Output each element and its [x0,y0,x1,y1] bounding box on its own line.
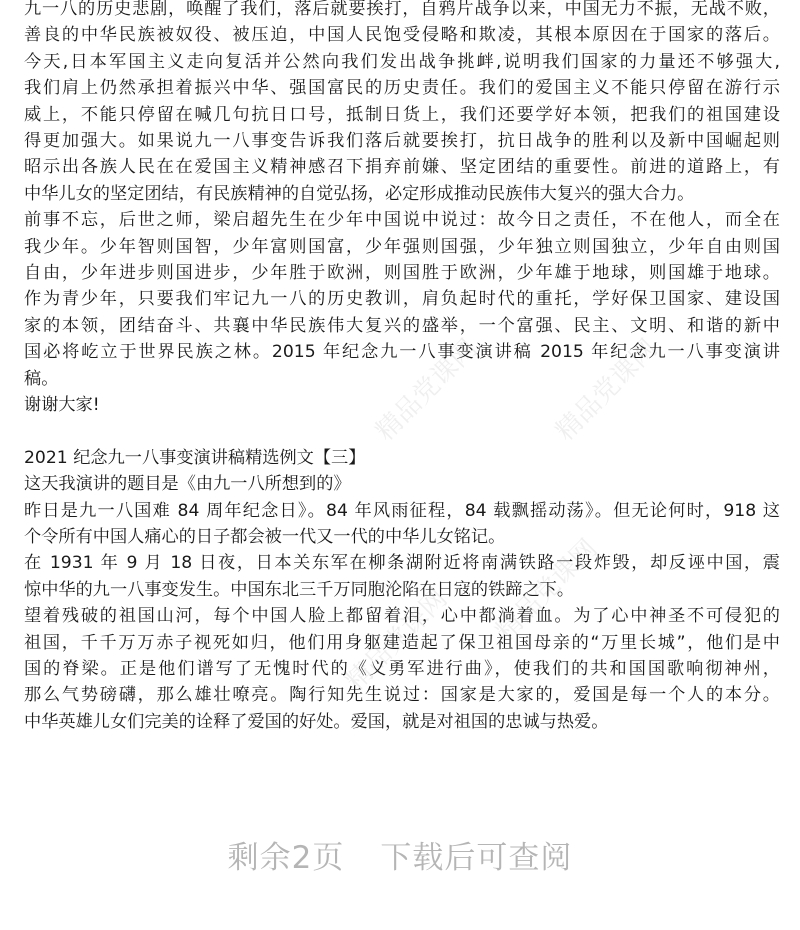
text-line: 这天我演讲的题目是《由九一八所想到的》 [24,474,351,495]
text-line: 中华儿女的坚定团结，有民族精神的自觉弘扬，必定形成推动民族伟大复兴的强大合力。 [24,183,695,204]
text-line: 望着残破的祖国山河，每个中国人脸上都留着泪，心中都淌着血。为了心中神圣不可侵犯的 [24,606,780,627]
remaining-pages-label: 剩余2页 [227,840,345,876]
text-line: 昨日是九一八国难 84 周年纪念日》。84 年风雨征程，84 载飘摇动荡》。但无论何时，918 这 [24,500,780,521]
watermark: 精品党课网 [340,583,454,697]
text-line: 家的本领，团结奋斗、共襄中华民族伟大复兴的盛举，一个富强、民主、文明、和谐的新中 [24,315,780,336]
download-hint[interactable] [0,832,800,877]
text-line: 善良的中华民族被奴役、被压迫，中国人民饱受侵略和欺凌，其根本原因在于国家的落后。 [24,25,780,46]
text-line: 得更加强大。如果说九一八事变告诉我们落后就要挨打，抗日战争的胜利以及新中国崛起则 [24,131,780,151]
text-line: 2021 纪念九一八事变演讲稿精选例文【三】 [24,447,366,468]
text-line: 在 1931 年 9 月 18 日夜，日本关东军在柳条湖附近将南满铁路一段炸毁，却反诬中国，震 [24,553,780,574]
text-line [24,418,780,444]
text-line: 我们肩上仍然承担着振兴中华、强国富民的历史责任。我们的爱国主义不能只停留在游行示 [24,78,780,99]
text-line: 惊中华的九一八事变发生。中国东北三千万同胞沦陷在日寇的铁蹄之下。 [24,579,575,600]
text-line: 威上，不能只停留在喊几句抗日口号，抵制日货上，我们还要学好本领，把我们的祖国建设 [24,104,780,125]
text-line: 那么气势磅礴，那么雄壮嘹亮。陶行知先生说过：国家是大家的，爱国是每一个人的本分。 [24,685,780,706]
text-line: 作为青少年，只要我们牢记九一八的历史教训，肩负起时代的重托，学好保卫国家、建设国 [24,289,780,310]
text-line: 祖国，千千万万赤子视死如归，他们用身躯建造起了保卫祖国母亲的“万里长城”，他们是中 [24,632,780,653]
text-line: 个令所有中国人痛心的日子都会被一代又一代的中华儿女铭记。 [24,527,506,547]
text-line: 前事不忘，后世之师，梁启超先生在少年中国说中说过：故今日之责任，不在他人，而全在 [24,210,780,231]
watermark: 精品党课网 [490,533,604,647]
text-line: 我少年。少年智则国智，少年富则国富，少年强则国强，少年独立则国独立，少年自由则国 [24,236,780,257]
text-line: 昭示出各族人民在在爱国主义精神感召下捐弃前嫌、坚定团结的重要性。前进的道路上，有 [24,157,780,178]
text-line: 国必将屹立于世界民族之林。2015 年纪念九一八事变演讲稿 2015 年纪念九一八事变演讲 [24,342,780,363]
text-line: 中华英雄儿女们完美的诠释了爱国的好处。爱国，就是对祖国的忠诚与热爱。 [24,711,609,732]
text-line: 稿。 [24,368,59,389]
download-to-view-label[interactable]: 下载后可查阅 [380,840,573,876]
text-line: 九一八的历史悲剧，唤醒了我们，落后就要挨打，自鸦片战争以来，中国无力不振，无战不败， [24,0,780,19]
watermark: 精品党课网 [370,333,484,447]
text-line: 国的脊梁。正是他们谱写了无愧时代的《义勇军进行曲》，使我们的共和国国歌响彻神州， [24,659,780,679]
text-line: 谢谢大家! [24,395,100,415]
text-line: 今天,日本军国主义走向复活并公然向我们发出战争挑衅,说明我们国家的力量还不够强大, [24,51,780,72]
watermark: 精品党课网 [550,333,664,447]
text-line: 自由，少年进步则国进步，少年胜于欧洲，则国胜于欧洲，少年雄于地球，则国雄于地球。 [24,263,780,283]
